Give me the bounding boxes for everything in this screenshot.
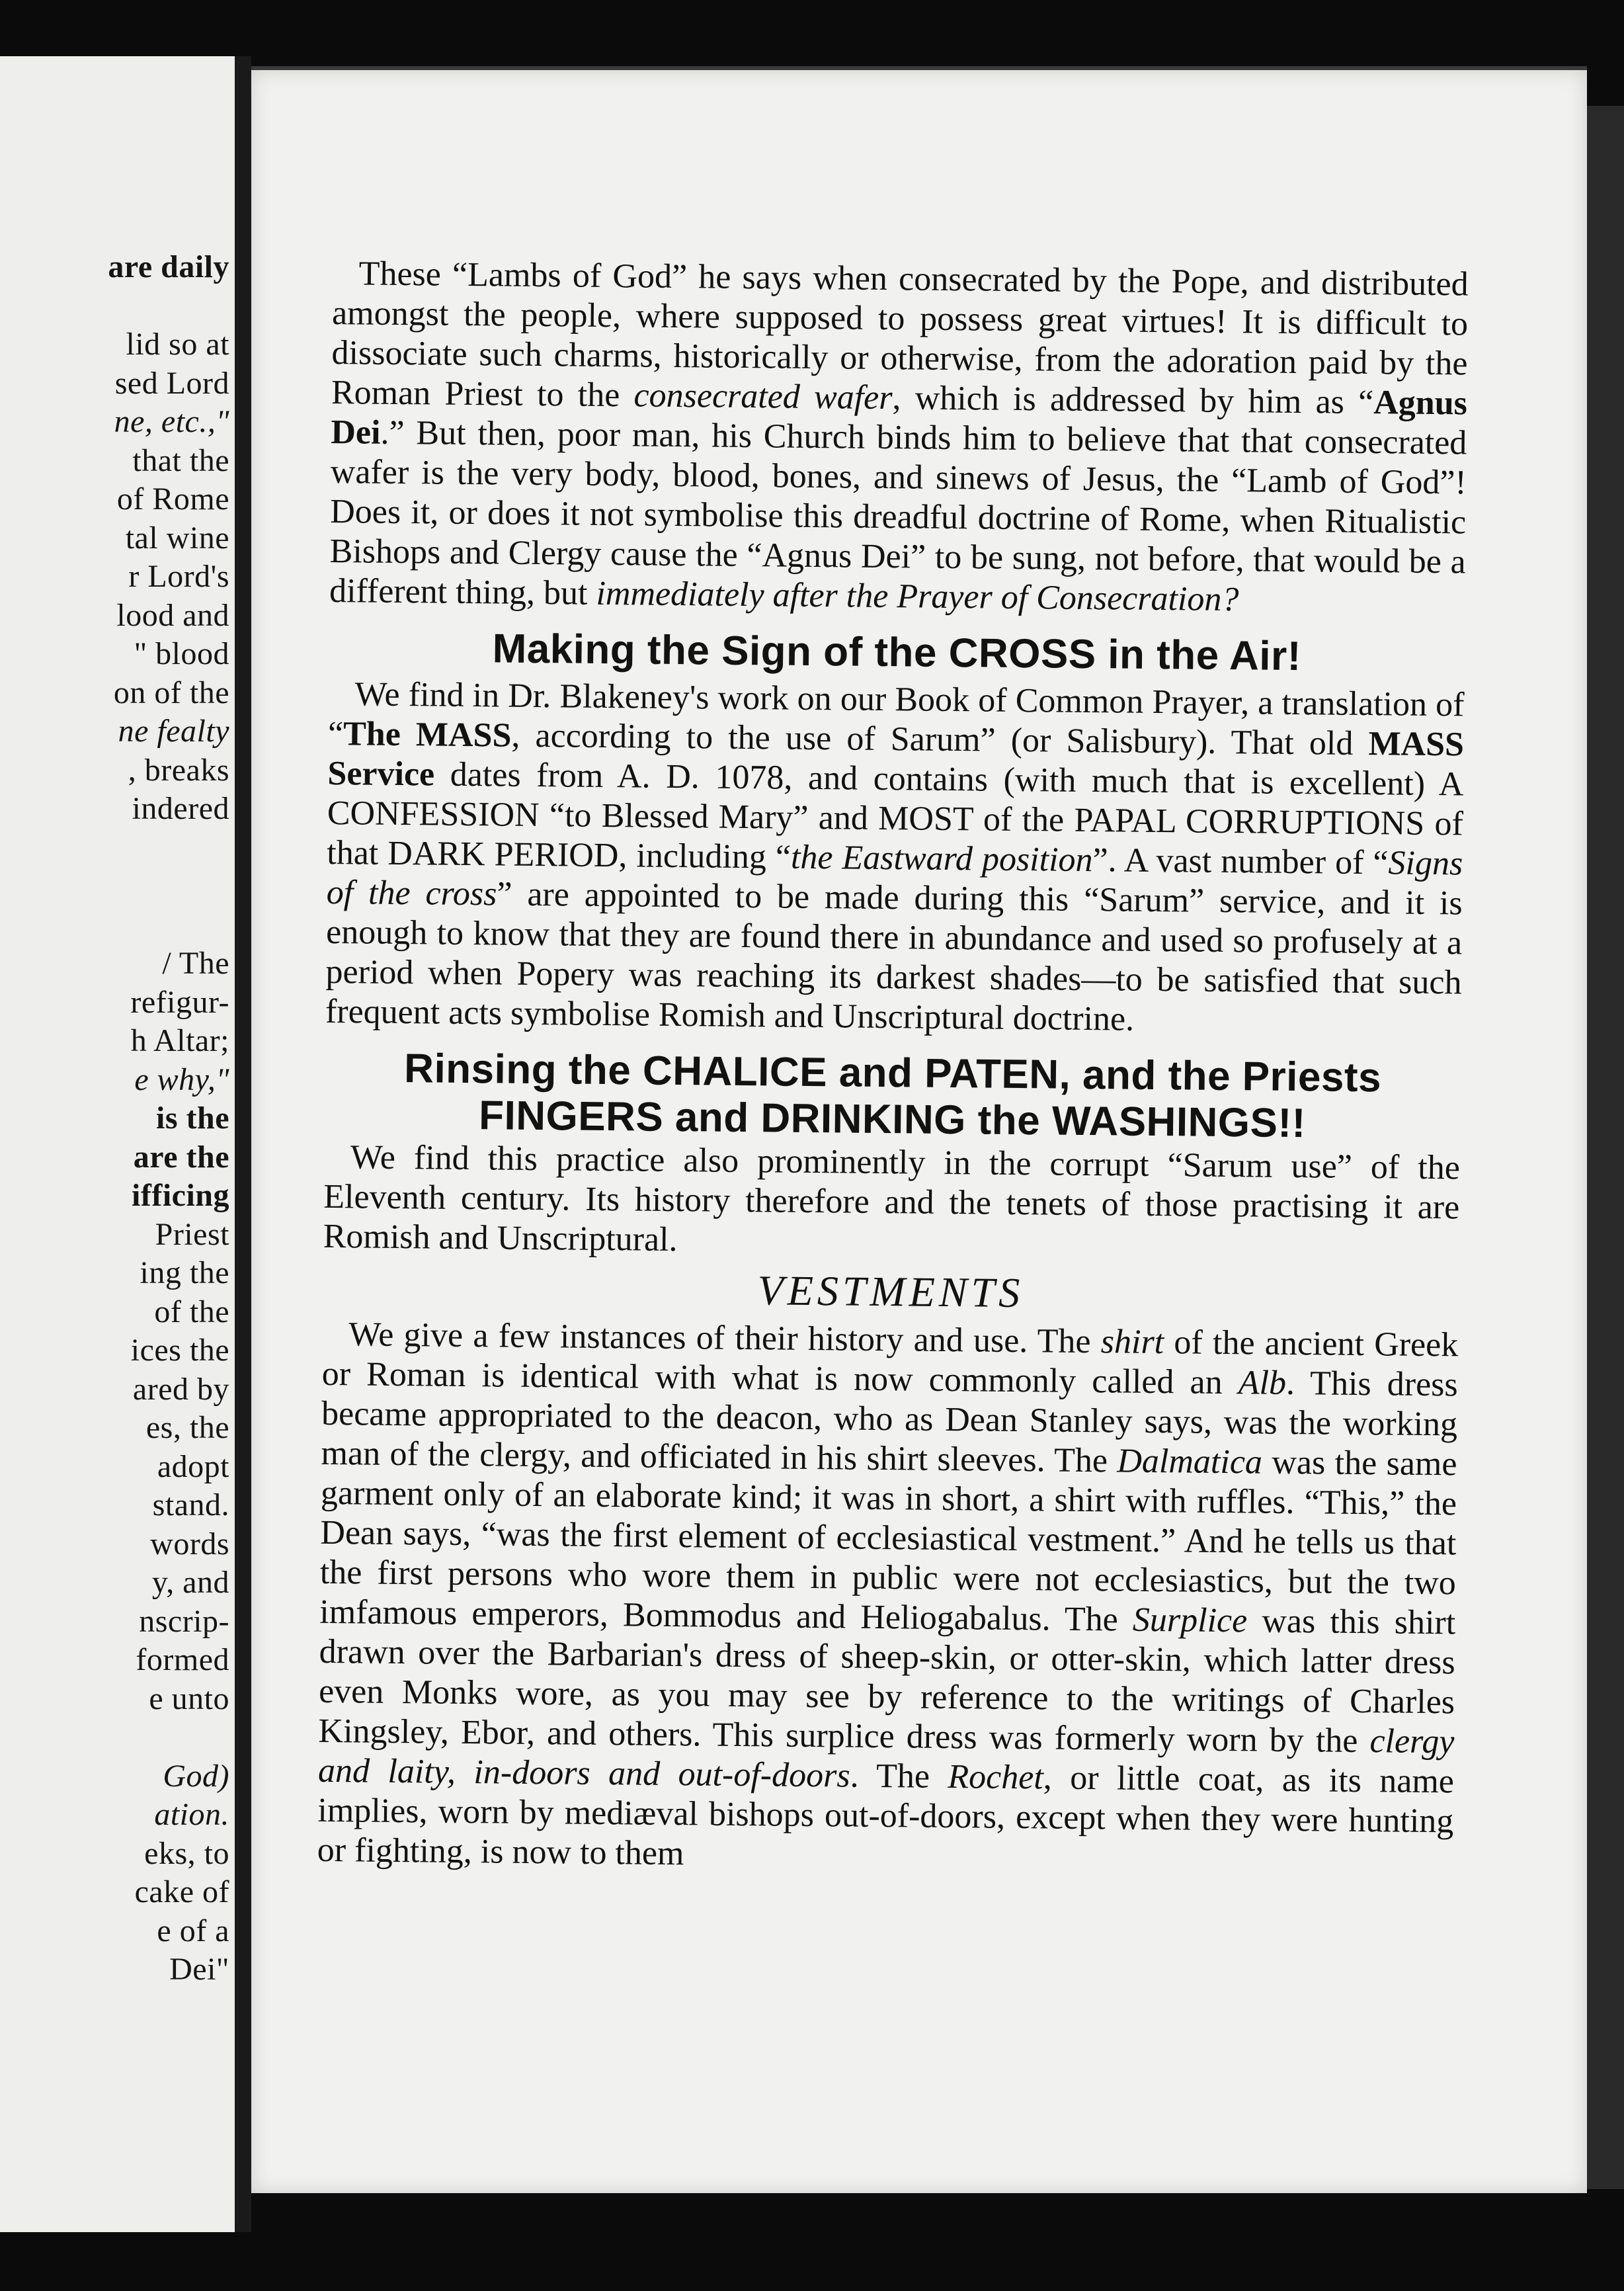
heading-sign-of-the-cross: Making the Sign of the CROSS in the Air!: [492, 626, 1302, 680]
left-page-line: indered: [132, 791, 229, 826]
left-page-line: formed: [136, 1642, 229, 1677]
left-page-line: ices the: [130, 1333, 229, 1368]
paragraph-vestments: We give a few instances of their history and use. The shirt of the ancient Greek or Roman is identical with what is now commonly called an Alb. This dress became appropriated to the deacon, who as Dean Stanley says, was the working man of the clergy, and officiated in his shirt sleeves. The Dalmatica was the same garment only of an elaborate kind; it was in short, a shirt with ruffles. “This,” the Dean says, “was the first element of ecclesiastical vestment.” And he tells us that the first persons who wore them in public were not ecclesiastics, but the two imfamous emperors, Bommodus and Heliogabalus. The Surplice was this shirt drawn over the Barbarian's dress of sheep-skin, or otter-skin, which latter dress even Monks wore, as you may see by reference to the writings of Charles Kingsley, Ebor, and others. This surplice dress was formerly worn by the clergy and laity, in-doors and out-of-doors. The Rochet, or little coat, as its name implies, worn by mediæval bishops out-of-doors, except when they were hunting or fighting, is now to them: [317, 1315, 1459, 1873]
left-facing-page: [0, 56, 239, 2232]
left-page-line: / The: [162, 946, 229, 981]
left-page-line: stand.: [152, 1487, 229, 1522]
heading-rinsing-chalice: Rinsing the CHALICE and PATEN, and the Priests FINGERS and DRINKING the WASHINGS!!: [403, 1046, 1382, 1147]
left-page-line: Dei": [169, 1952, 229, 1987]
left-page-line: of Rome: [116, 481, 229, 517]
left-page-line: that the: [132, 442, 229, 478]
left-page-line: ne, etc.,": [114, 404, 229, 439]
left-page-line: adopt: [157, 1448, 229, 1484]
left-page-line: of the: [154, 1294, 229, 1329]
left-page-line: r Lord's: [128, 559, 229, 594]
paragraph-mass-sarum: We find in Dr. Blakeney's work on our Book of Common Prayer, a translation of “The MASS, according to the use of Sarum” (or Salisbury). That old MASS Service dates from A. D. 1078, and contains (with much that is excellent) A CONFESSION “to Blessed Mary” and MOST of the PAPAL CORRUPTIONS of that DARK PERIOD, including “the Eastward position”. A vast number of “Signs of the cross” are appointed to be made during this “Sarum” service, and it is enough to know that they are found there in abundance and used so profusely at a period when Popery was reaching its darkest shades—to be satisfied that such frequent acts symbolise Romish and Unscriptural doctrine.: [325, 675, 1465, 1038]
left-page-line: God): [163, 1758, 229, 1794]
left-page-line: e why,": [134, 1062, 229, 1097]
page-text: [317, 254, 1469, 1881]
left-page-line: ared by: [132, 1371, 229, 1407]
left-page-line: e of a: [157, 1913, 229, 1948]
left-page-line: sed Lord: [114, 365, 229, 401]
left-page-line: es, the: [145, 1410, 229, 1445]
left-page-line: e unto: [149, 1681, 229, 1716]
paragraph-lambs-of-god: These “Lambs of God” he says when consecrated by the Pope, and distributed amongst the people, where supposed to possess great virtues! It is difficult to dissociate such charms, historically or otherwise, from the adoration paid by the Roman Priest to the consecrated wafer, which is addressed by him as “Agnus Dei.” But then, poor man, his Church binds him to believe that that consecrated wafer is the very body, blood, bones, and sinews of Jesus, the “Lamb of God”! Does it, or does it not symbolise this dreadful doctrine of Rome, when Ritualistic Bishops and Clergy cause the “Agnus Dei” to be sung, not before, that would be a different thing, but immediately after the Prayer of Consecration?: [329, 255, 1469, 619]
page-edge-shadow: [1587, 106, 1624, 2189]
left-page-line: ing the: [140, 1255, 229, 1290]
paragraph-washings: We find this practice also prominently in the corrupt “Sarum use” of the Eleventh century. Its history therefore and the tenets of those practising it are Romish and Unscriptural.: [323, 1138, 1461, 1259]
left-page-line: Priest: [155, 1216, 229, 1252]
left-page-line: ifficing: [132, 1178, 229, 1213]
left-page-line: are daily: [108, 249, 229, 284]
left-page-line: nscrip-: [139, 1603, 229, 1639]
left-page-line: cake of: [134, 1874, 229, 1909]
left-page-line: y, and: [151, 1565, 229, 1600]
left-page-line: words: [150, 1526, 229, 1562]
left-page-line: are the: [133, 1139, 229, 1175]
left-page-line: h Altar;: [130, 1023, 229, 1058]
left-page-line: ne fealty: [118, 714, 229, 749]
left-page-line: , breaks: [128, 752, 229, 788]
book-spine: [235, 56, 251, 2232]
left-page-line: lid so at: [126, 327, 229, 362]
left-page-line: " blood: [134, 636, 229, 671]
left-page-line: refigur-: [130, 984, 229, 1020]
left-page-line: on of the: [113, 675, 229, 710]
left-page-line: tal wine: [125, 520, 229, 556]
main-page: [251, 66, 1587, 2193]
left-page-line: eks, to: [144, 1835, 229, 1871]
left-page-line: lood and: [116, 597, 229, 633]
left-page-line: is the: [156, 1101, 229, 1136]
heading-vestments: VESTMENTS: [757, 1267, 1024, 1317]
left-page-line: ation.: [154, 1797, 229, 1832]
